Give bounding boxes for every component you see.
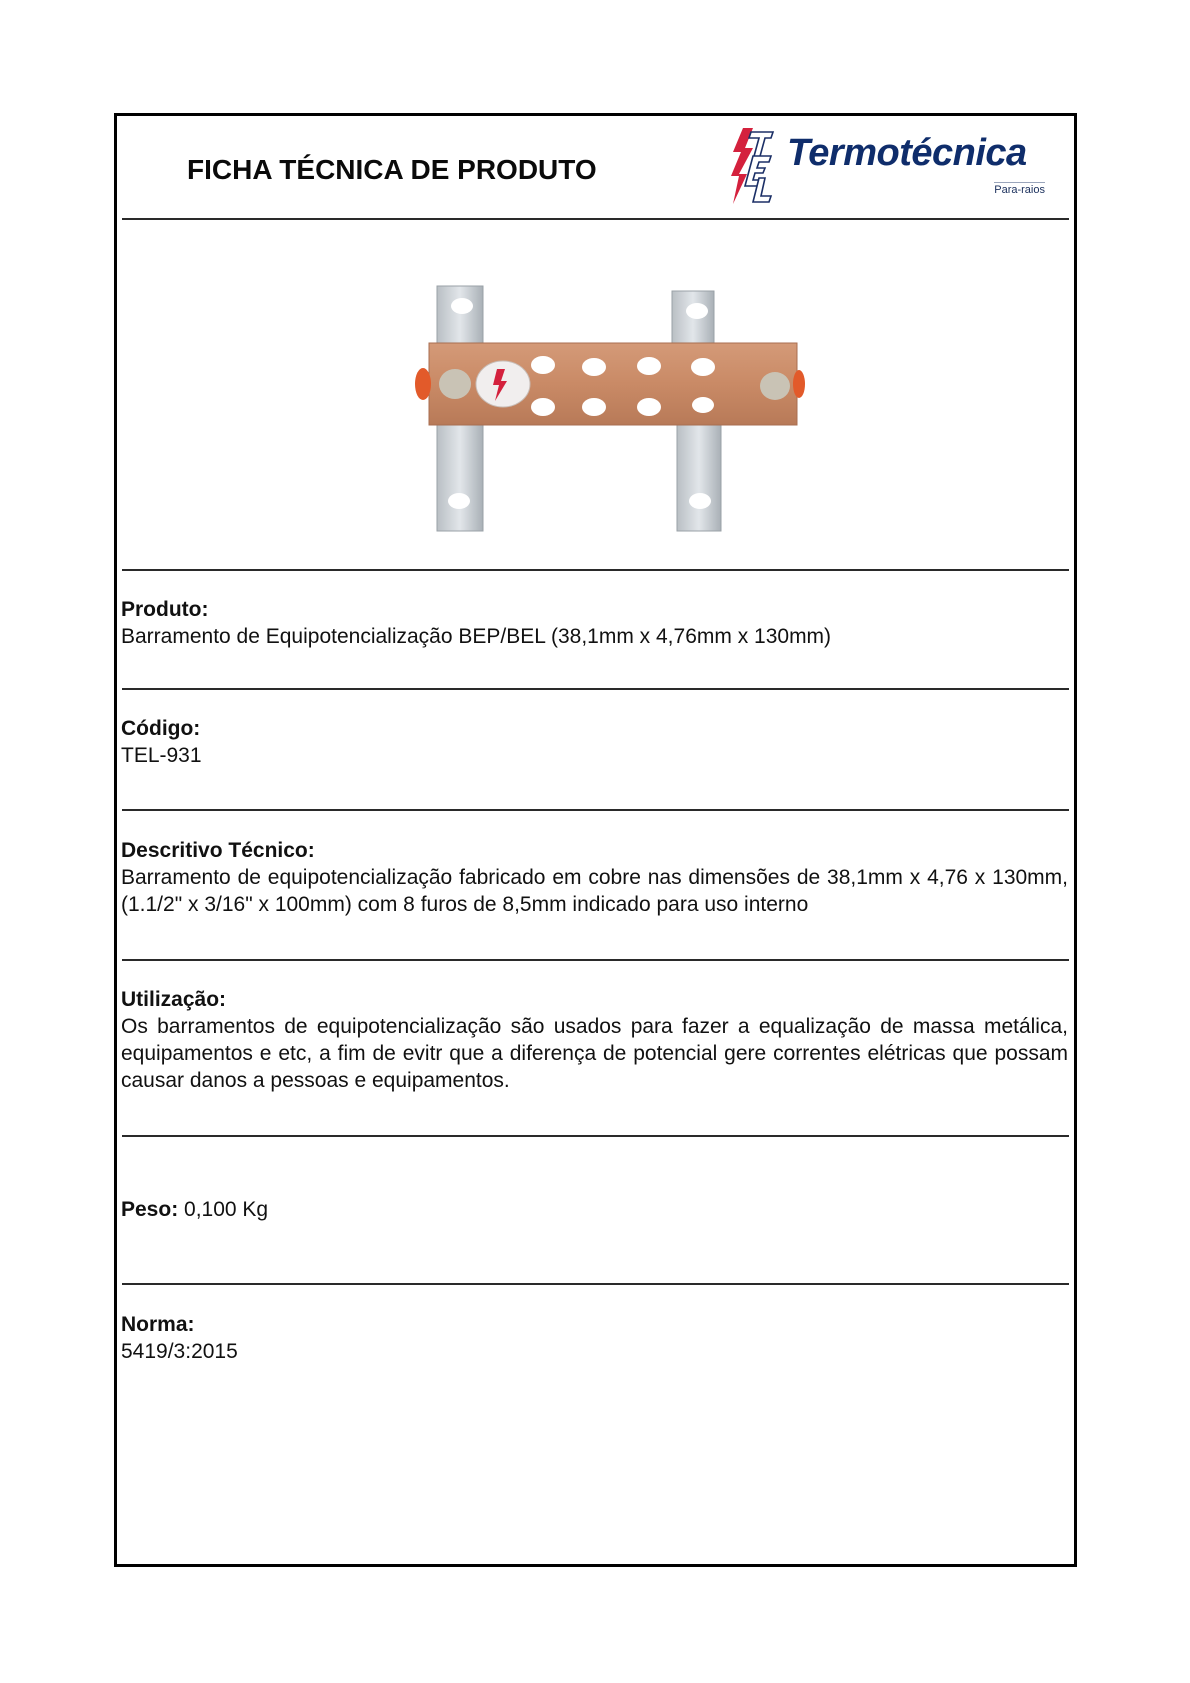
norma-value: 5419/3:2015: [121, 1340, 238, 1363]
brand-name: Termotécnica: [787, 132, 1027, 174]
divider: [122, 688, 1069, 690]
busbar-photo-icon: [407, 281, 807, 541]
divider: [122, 809, 1069, 811]
brand-tagline: Para-raios: [994, 184, 1045, 196]
page-title: FICHA TÉCNICA DE PRODUTO: [187, 154, 597, 185]
produto-label: Produto:: [121, 598, 209, 621]
peso-value: 0,100 Kg: [184, 1198, 269, 1221]
divider: [122, 218, 1069, 220]
section-codigo: [121, 716, 1068, 769]
tel-lightning-icon: [729, 126, 787, 206]
section-norma: [121, 1312, 1068, 1365]
codigo-label: Código:: [121, 717, 201, 740]
section-utilizacao: [121, 987, 1068, 1094]
divider: [122, 1135, 1069, 1137]
section-peso: [121, 1196, 1068, 1223]
descritivo-label: Descritivo Técnico:: [121, 839, 315, 862]
divider: [122, 959, 1069, 961]
divider: [122, 1283, 1069, 1285]
produto-value: Barramento de Equipotencialização BEP/BEL (38,1mm x 4,76mm x 130mm): [121, 625, 832, 648]
utilizacao-label: Utilização:: [121, 988, 227, 1011]
section-descritivo: [121, 838, 1068, 918]
section-produto: [121, 597, 1068, 650]
codigo-value: TEL-931: [121, 744, 202, 767]
divider: [122, 569, 1069, 571]
descritivo-value: Barramento de equipotencialização fabricado em cobre nas dimensões de 38,1mm x 4,76 x 130mm, (1.1/2" x 3/16" x 100mm) com 8 furos de 8,5mm indicado para uso interno: [121, 866, 1068, 916]
norma-label: Norma:: [121, 1313, 195, 1336]
product-image: [407, 281, 807, 541]
technical-sheet: [114, 113, 1077, 1567]
peso-label: Peso:: [121, 1198, 185, 1221]
utilizacao-value: Os barramentos de equipotencialização são usados para fazer a equalização de massa metálica, equipamentos e etc, a fim de evitr que a diferença de potencial gere correntes elétricas que possam causar danos a pessoas e equipamentos.: [121, 1015, 1068, 1092]
brand-logo: [729, 126, 1069, 206]
